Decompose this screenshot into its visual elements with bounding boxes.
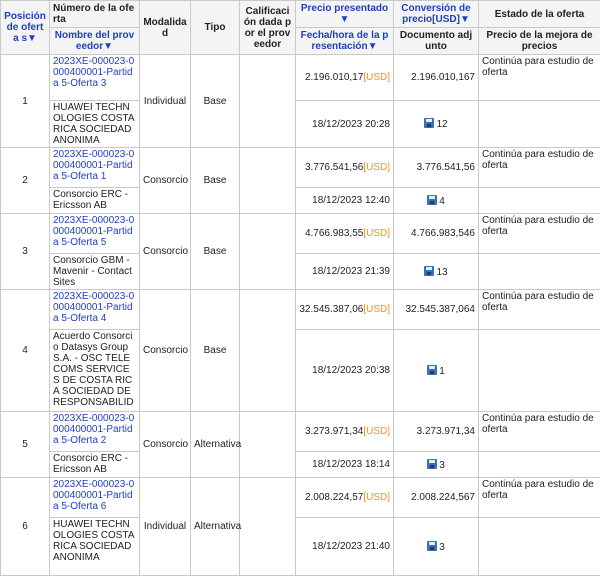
offer-row xyxy=(1,412,600,452)
offer-row xyxy=(1,478,600,518)
offer-price xyxy=(296,478,394,518)
offer-position: 6 xyxy=(1,478,50,576)
best-price-cell xyxy=(479,254,600,290)
offer-status: Continúa para estudio de oferta xyxy=(479,290,600,330)
price-value: 3.273.971,34 xyxy=(305,426,363,437)
best-price-cell xyxy=(479,452,600,478)
offer-status: Continúa para estudio de oferta xyxy=(479,214,600,254)
supplier-name: Consorcio GBM - Mavenir - Contact Sites xyxy=(50,254,140,290)
offer-conversion: 2.008.224,567 xyxy=(394,478,479,518)
offer-id-link[interactable]: 2023XE-000023-0000400001-Partida 5-Oferta 5 xyxy=(50,214,140,254)
attached-doc-header: Documento adjunto xyxy=(394,28,479,55)
doc-count: 3 xyxy=(439,542,445,553)
rating-header: Calificación dada por el proveedor xyxy=(240,1,296,55)
doc-count: 13 xyxy=(436,267,447,278)
offer-subrow xyxy=(1,188,600,214)
offer-status: Continúa para estudio de oferta xyxy=(479,148,600,188)
attached-doc[interactable] xyxy=(394,518,479,576)
offer-type: Alternativa xyxy=(191,412,240,478)
price-value: 2.008.224,57 xyxy=(305,492,363,503)
offer-price xyxy=(296,148,394,188)
best-price-cell xyxy=(479,101,600,148)
price-conversion-header[interactable]: Conversión de precio[USD]▼ xyxy=(394,1,479,28)
offer-status: Continúa para estudio de oferta xyxy=(479,412,600,452)
save-disk-icon[interactable] xyxy=(427,365,437,375)
currency-label: [USD] xyxy=(363,162,390,173)
offer-type: Base xyxy=(191,55,240,148)
offer-price xyxy=(296,412,394,452)
save-disk-icon[interactable] xyxy=(427,195,437,205)
offer-price xyxy=(296,55,394,101)
currency-label: [USD] xyxy=(363,72,390,83)
doc-count: 1 xyxy=(439,366,445,377)
price-value: 3.776.541,56 xyxy=(305,162,363,173)
offer-date: 18/12/2023 20:38 xyxy=(296,330,394,412)
supplier-name: Consorcio ERC - Ericsson AB xyxy=(50,452,140,478)
currency-label: [USD] xyxy=(363,304,390,315)
sort-arrow-icon[interactable]: s▼ xyxy=(21,33,36,44)
offer-type: Base xyxy=(191,290,240,412)
offer-conversion: 4.766.983,546 xyxy=(394,214,479,254)
best-price-header: Precio de la mejora de precios xyxy=(479,28,600,55)
offer-id-link[interactable]: 2023XE-000023-0000400001-Partida 5-Oferta 3 xyxy=(50,55,140,101)
offer-rating xyxy=(240,214,296,290)
offer-position: 3 xyxy=(1,214,50,290)
offer-price xyxy=(296,290,394,330)
offer-id-link[interactable]: 2023XE-000023-0000400001-Partida 5-Oferta 2 xyxy=(50,412,140,452)
offer-row xyxy=(1,290,600,330)
supplier-name-header[interactable]: Nombre del proveedor▼ xyxy=(50,28,140,55)
attached-doc[interactable] xyxy=(394,452,479,478)
offer-position: 2 xyxy=(1,148,50,214)
attached-doc[interactable] xyxy=(394,330,479,412)
offer-id-link[interactable]: 2023XE-000023-0000400001-Partida 5-Oferta 6 xyxy=(50,478,140,518)
offer-number-header: Número de la oferta xyxy=(50,1,140,28)
currency-label: [USD] xyxy=(363,228,390,239)
best-price-cell xyxy=(479,188,600,214)
offer-modality: Consorcio xyxy=(140,290,191,412)
offer-date: 18/12/2023 18:14 xyxy=(296,452,394,478)
position-header[interactable]: Posición de oferta s▼ xyxy=(1,1,50,55)
best-price-cell xyxy=(479,330,600,412)
offer-conversion: 3.776.541,56 xyxy=(394,148,479,188)
offer-subrow xyxy=(1,518,600,576)
date-presented-header[interactable]: Fecha/hora de la presentación▼ xyxy=(296,28,394,55)
offer-date: 18/12/2023 20:28 xyxy=(296,101,394,148)
offer-conversion: 3.273.971,34 xyxy=(394,412,479,452)
offer-rating xyxy=(240,478,296,576)
offer-conversion: 32.545.387,064 xyxy=(394,290,479,330)
price-value: 2.196.010,17 xyxy=(305,72,363,83)
offer-modality: Individual xyxy=(140,478,191,576)
price-value: 4.766.983,55 xyxy=(305,228,363,239)
offer-rating xyxy=(240,55,296,148)
offer-type: Base xyxy=(191,214,240,290)
offer-date: 18/12/2023 21:40 xyxy=(296,518,394,576)
save-disk-icon[interactable] xyxy=(427,459,437,469)
offer-conversion: 2.196.010,167 xyxy=(394,55,479,101)
currency-label: [USD] xyxy=(363,492,390,503)
sort-arrow-icon[interactable]: ▼ xyxy=(103,41,113,52)
offer-date: 18/12/2023 21:39 xyxy=(296,254,394,290)
best-price-cell xyxy=(479,518,600,576)
offer-rating xyxy=(240,148,296,214)
doc-count: 3 xyxy=(439,460,445,471)
offer-rating xyxy=(240,290,296,412)
offer-position: 5 xyxy=(1,412,50,478)
price-value: 32.545.387,06 xyxy=(299,304,363,315)
attached-doc[interactable] xyxy=(394,101,479,148)
modality-header: Modalidad xyxy=(140,1,191,55)
save-disk-icon[interactable] xyxy=(427,541,437,551)
offer-subrow xyxy=(1,254,600,290)
doc-count: 12 xyxy=(436,119,447,130)
doc-count: 4 xyxy=(439,196,445,207)
offer-modality: Consorcio xyxy=(140,412,191,478)
offer-id-link[interactable]: 2023XE-000023-0000400001-Partida 5-Oferta 4 xyxy=(50,290,140,330)
offer-rating xyxy=(240,412,296,478)
offer-subrow xyxy=(1,101,600,148)
attached-doc[interactable] xyxy=(394,188,479,214)
offer-subrow xyxy=(1,330,600,412)
offer-status: Continúa para estudio de oferta xyxy=(479,478,600,518)
offer-modality: Individual xyxy=(140,55,191,148)
type-header: Tipo xyxy=(191,1,240,55)
offer-position: 1 xyxy=(1,55,50,148)
offer-position: 4 xyxy=(1,290,50,412)
currency-label: [USD] xyxy=(363,426,390,437)
supplier-name: HUAWEI TECHNOLOGIES COSTA RICA SOCIEDAD ANONIMA xyxy=(50,101,140,148)
offer-row xyxy=(1,214,600,254)
offer-modality: Consorcio xyxy=(140,148,191,214)
save-disk-icon[interactable] xyxy=(424,118,434,128)
supplier-name: Consorcio ERC - Ericsson AB xyxy=(50,188,140,214)
supplier-name: Acuerdo Consorcio Datasys Group S.A. - OSC TELECOMS SERVICES DE COSTA RICA SOCIEDAD DE RESPONSABILID xyxy=(50,330,140,412)
offer-row xyxy=(1,148,600,188)
offer-subrow xyxy=(1,452,600,478)
price-presented-header[interactable]: Precio presentado▼ xyxy=(296,1,394,28)
offer-type: Base xyxy=(191,148,240,214)
offers-body xyxy=(1,55,600,576)
attached-doc[interactable] xyxy=(394,254,479,290)
offer-type: Alternativa xyxy=(191,478,240,576)
offer-row xyxy=(1,55,600,101)
offer-status-header: Estado de la oferta xyxy=(479,1,600,28)
offer-price xyxy=(296,214,394,254)
offer-id-link[interactable]: 2023XE-000023-0000400001-Partida 5-Oferta 1 xyxy=(50,148,140,188)
save-disk-icon[interactable] xyxy=(424,266,434,276)
offer-status: Continúa para estudio de oferta xyxy=(479,55,600,101)
offer-modality: Consorcio xyxy=(140,214,191,290)
offer-date: 18/12/2023 12:40 xyxy=(296,188,394,214)
supplier-name: HUAWEI TECHNOLOGIES COSTA RICA SOCIEDAD ANONIMA xyxy=(50,518,140,576)
